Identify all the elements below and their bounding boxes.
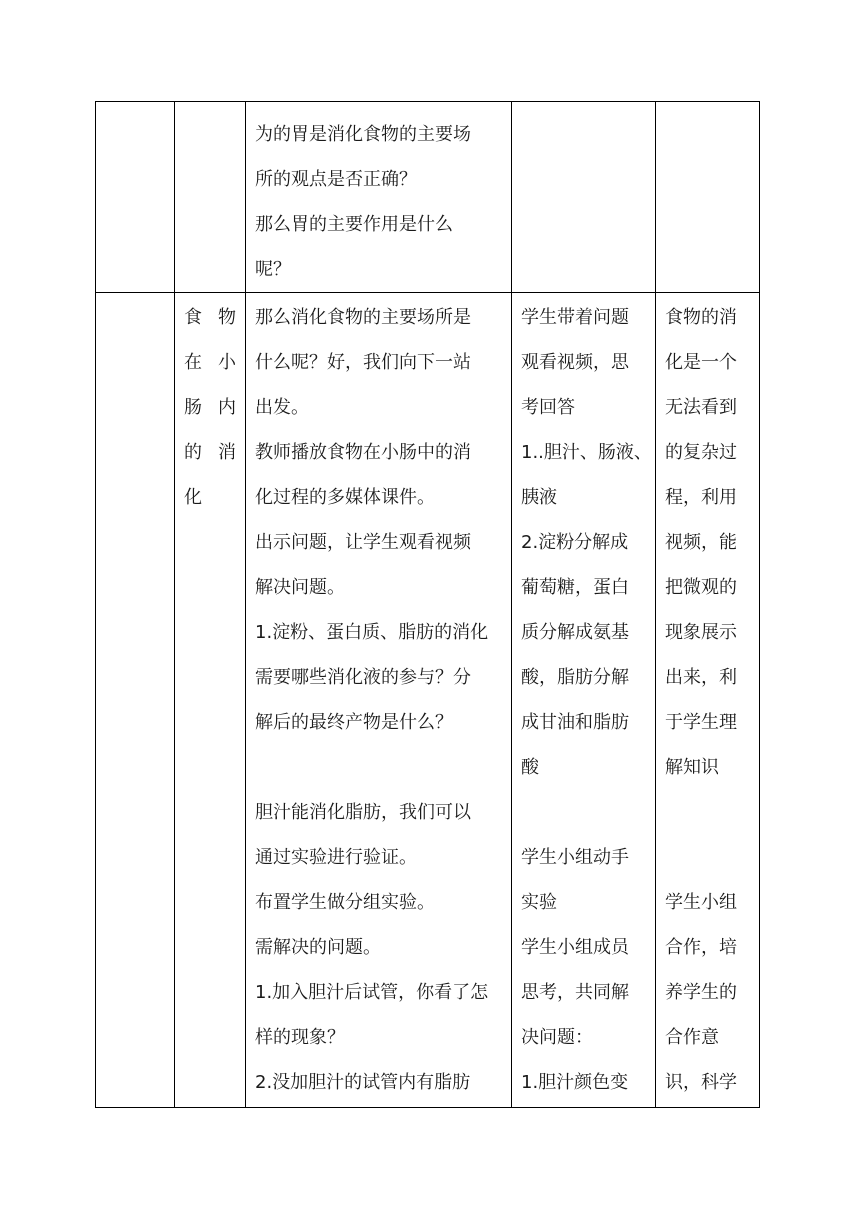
topic-char: 在 [184,352,202,373]
text-line: 通过实验进行验证。 [255,847,417,868]
text-line: 酸，脂肪分解 [521,667,629,688]
text-line: 布置学生做分组实验。 [255,892,435,913]
blank-line [521,790,649,835]
lesson-plan-table [95,101,760,1108]
text-line: 酸 [521,757,539,778]
text-line: 养学生的 [665,982,737,1003]
text-line: 呢？ [255,259,291,280]
text-line: 视频，能 [665,532,737,553]
topic-cell [175,293,246,1108]
text-line: 考回答 [521,397,575,418]
text-line: 1.胆汁颜色变 [521,1072,629,1093]
design-intent-cell [656,102,760,293]
text-line: 化是一个 [665,352,737,373]
topic-cell [175,102,246,293]
text-line: 那么胃的主要作用是什么 [255,214,453,235]
stage-cell [96,102,175,293]
topic-line [184,475,239,520]
blank-line [665,835,753,880]
text-line: 化过程的多媒体课件。 [255,487,435,508]
topic-char: 消 [218,442,236,463]
table-row [96,102,760,293]
text-line: 把微观的 [665,577,737,598]
topic-char: 小 [218,352,236,373]
text-line: 识，科学 [665,1072,737,1093]
text-line: 什么呢？好，我们向下一站 [255,352,471,373]
student-activity-cell [512,293,656,1108]
text-line: 的复杂过 [665,442,737,463]
topic-line [184,340,239,385]
text-line: 所的观点是否正确？ [255,169,417,190]
text-line: 胰液 [521,487,557,508]
topic-char: 食 [184,307,202,328]
stage-cell [96,293,175,1108]
text-line: 教师播放食物在小肠中的消 [255,442,471,463]
topic-char: 肠 [184,397,202,418]
text-line: 1.加入胆汁后试管，你看了怎 [255,982,489,1003]
text-line: 样的现象？ [255,1027,345,1048]
design-intent-cell [656,293,760,1108]
text-line: 解后的最终产物是什么？ [255,712,453,733]
text-line: 学生带着问题 [521,307,629,328]
teacher-activity-cell [246,293,512,1108]
text-line: 合作，培 [665,937,737,958]
text-line: 出示问题，让学生观看视频 [255,532,471,553]
text-line: 决问题： [521,1027,593,1048]
text-line: 出来，利 [665,667,737,688]
blank-line [665,790,753,835]
text-line: 2.淀粉分解成 [521,532,629,553]
text-line: 解知识 [665,757,719,778]
topic-line [184,385,239,430]
text-line: 程，利用 [665,487,737,508]
text-line: 食物的消 [665,307,737,328]
text-line: 为的胃是消化食物的主要场 [255,124,471,145]
blank-line [255,745,505,790]
text-line: 成甘油和脂肪 [521,712,629,733]
text-line: 于学生理 [665,712,737,733]
text-line: 合作意 [665,1027,719,1048]
text-line: 学生小组动手 [521,847,629,868]
topic-line [184,430,239,475]
text-line: 那么消化食物的主要场所是 [255,307,471,328]
text-line: 解决问题。 [255,577,345,598]
text-line: 胆汁能消化脂肪，我们可以 [255,802,471,823]
text-line: 实验 [521,892,557,913]
text-line: 质分解成氨基 [521,622,629,643]
topic-char: 的 [184,442,202,463]
table-row [96,293,760,1108]
text-line: 无法看到 [665,397,737,418]
text-line: 学生小组成员 [521,937,629,958]
topic-char: 内 [218,397,236,418]
topic-char: 物 [218,307,236,328]
topic-line [184,295,239,340]
text-line: 2.没加胆汁的试管内有脂肪 [255,1072,471,1093]
text-line: 葡萄糖，蛋白 [521,577,629,598]
text-line: 1.淀粉、蛋白质、脂肪的消化 [255,622,489,643]
text-line: 需解决的问题。 [255,937,381,958]
text-line: 现象展示 [665,622,737,643]
text-line: 学生小组 [665,892,737,913]
text-line: 出发。 [255,397,309,418]
text-line: 需要哪些消化液的参与？分 [255,667,471,688]
text-line: 思考，共同解 [521,982,629,1003]
teacher-activity-cell [246,102,512,293]
student-activity-cell [512,102,656,293]
text-line: 观看视频，思 [521,352,629,373]
text-line: 1..胆汁、肠液、 [521,442,652,463]
topic-char: 化 [184,487,202,508]
